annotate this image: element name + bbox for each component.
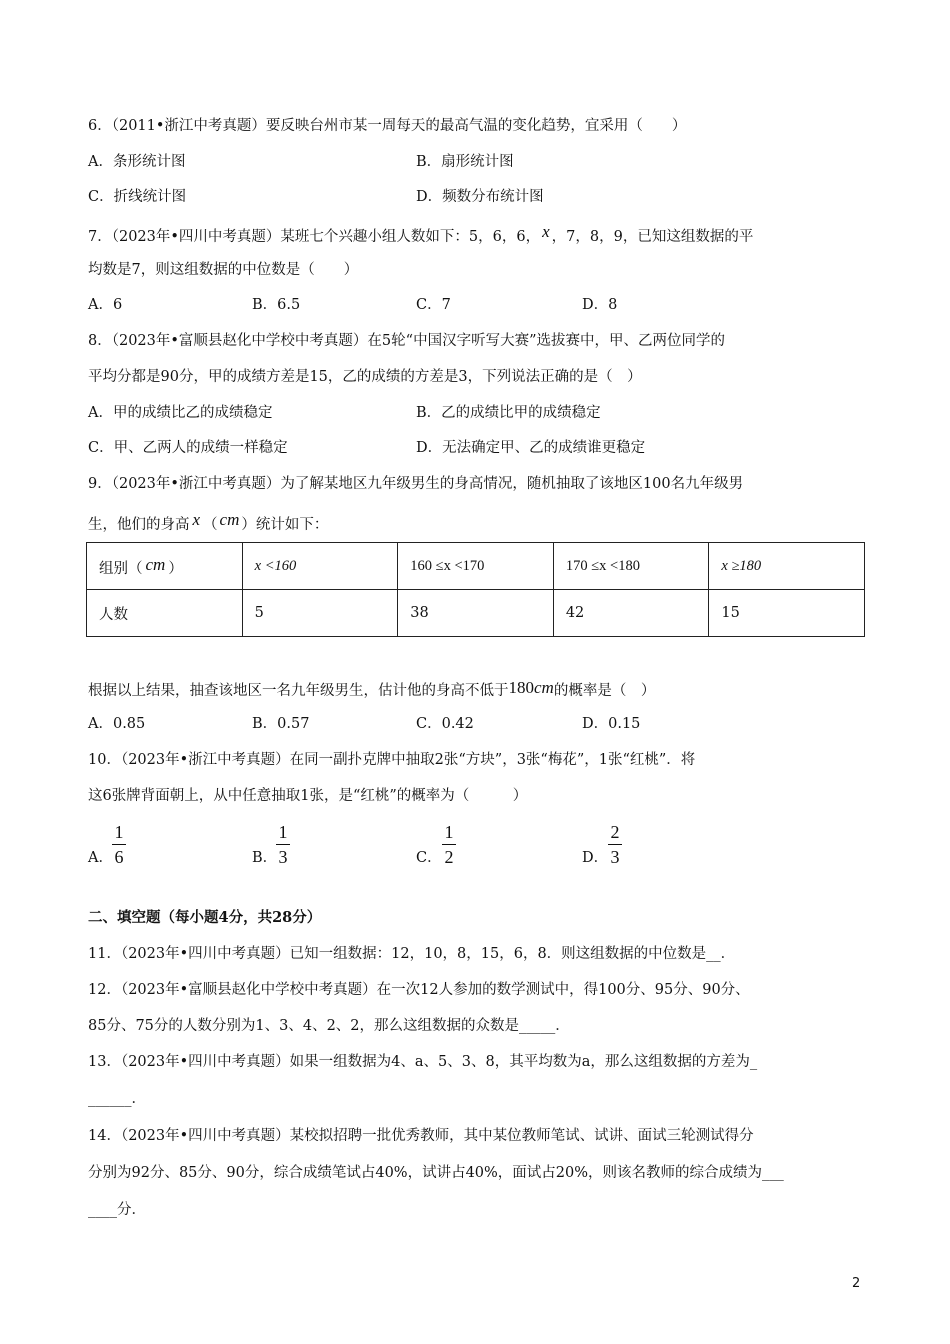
q7-stem-a: 7．（2023年•四川中考真题）某班七个兴趣小组人数如下：5，6，6， bbox=[88, 229, 541, 245]
q7-stem-b: ，7，8，9，已知这组数据的平 bbox=[551, 229, 754, 245]
q14-stem-line2: 分别为92分、85分、90分，综合成绩笔试占40%，试讲占40%，面试占20%，则该名教师的综合成绩为___ bbox=[88, 1165, 784, 1181]
header-label-text: 组别（ bbox=[99, 560, 143, 577]
q7-var-x: x bbox=[542, 222, 550, 241]
q10-option-b: B． bbox=[252, 850, 278, 866]
q9-option-c: C．0.42 bbox=[416, 716, 474, 732]
table-cell: 5 bbox=[242, 590, 398, 637]
table-cell: 15 bbox=[709, 590, 865, 637]
q14-stem-line1: 14．（2023年•四川中考真题）某校拟招聘一批优秀教师，其中某位教师笔试、试讲、面试三轮测试得分 bbox=[88, 1128, 754, 1144]
fraction-numerator: 1 bbox=[278, 822, 288, 842]
q6-option-b: B．扇形统计图 bbox=[416, 154, 514, 170]
q9-stem-line1: 9．（2023年•浙江中考真题）为了解某地区九年级男生的身高情况，随机抽取了该地区100名九年级男 bbox=[88, 476, 744, 492]
q11-stem: 11．（2023年•四川中考真题）已知一组数据：12，10，8，15，6，8．则这组数据的中位数是__． bbox=[88, 946, 736, 962]
q7-option-d: D．8 bbox=[582, 297, 618, 313]
q9-after-unit: cm bbox=[534, 678, 554, 697]
fraction-denominator: 3 bbox=[278, 847, 288, 867]
q9-after-a: 根据以上结果，抽查该地区一名九年级男生，估计他的身高不低于 bbox=[88, 683, 509, 699]
q9-option-d: D．0.15 bbox=[582, 716, 641, 732]
table-col-3: 170 ≤x <180 bbox=[553, 543, 709, 590]
q10-fraction-d bbox=[608, 822, 622, 867]
q7-stem-line1 bbox=[88, 222, 753, 247]
q10-fraction-c bbox=[442, 822, 456, 867]
fraction-bar bbox=[442, 844, 456, 845]
q6-stem: 6．（2011•浙江中考真题）要反映台州市某一周每天的最高气温的变化趋势，宜采用（ ） bbox=[88, 118, 687, 134]
q8-stem-line2: 平均分都是90分，甲的成绩方差是15，乙的成绩的方差是3，下列说法正确的是（ ） bbox=[88, 369, 642, 385]
q8-option-c: C．甲、乙两人的成绩一样稳定 bbox=[88, 440, 288, 456]
table-header-row bbox=[87, 543, 865, 590]
q8-option-d: D．无法确定甲、乙的成绩谁更稳定 bbox=[416, 440, 646, 456]
q7-option-a: A．6 bbox=[88, 297, 123, 313]
q9-var-x: x bbox=[192, 510, 201, 529]
header-unit: cm bbox=[145, 554, 166, 574]
q8-option-a: A．甲的成绩比乙的成绩稳定 bbox=[88, 405, 273, 421]
q10-option-a: A． bbox=[88, 850, 113, 866]
fraction-bar bbox=[112, 844, 126, 845]
q10-fraction-a bbox=[112, 822, 126, 867]
q10-option-c: C． bbox=[416, 850, 442, 866]
q9-after-num: 180 bbox=[508, 678, 534, 697]
q6-option-a: A．条形统计图 bbox=[88, 154, 186, 170]
q9-option-a: A．0.85 bbox=[88, 716, 146, 732]
q9-stem2-a: 生，他们的身高 bbox=[88, 517, 190, 533]
table-row bbox=[87, 590, 865, 637]
q13-stem-line2: ______． bbox=[88, 1091, 146, 1107]
table-row-label: 人数 bbox=[87, 590, 243, 637]
height-table bbox=[86, 542, 865, 637]
q9-stem-line2 bbox=[88, 510, 328, 535]
q9-unit-cm: cm bbox=[219, 510, 240, 529]
fraction-numerator: 1 bbox=[114, 822, 124, 842]
q8-option-b: B．乙的成绩比甲的成绩稳定 bbox=[416, 405, 601, 421]
q10-option-d: D． bbox=[582, 850, 609, 866]
q10-stem-line1: 10．（2023年•浙江中考真题）在同一副扑克牌中抽取2张“方块”，3张“梅花”，1张“红桃”．将 bbox=[88, 752, 696, 768]
q9-stem2-b: （ bbox=[203, 517, 218, 533]
q9-option-b: B．0.57 bbox=[252, 716, 310, 732]
q7-option-b: B．6.5 bbox=[252, 297, 301, 313]
q12-stem-line1: 12．（2023年•富顺县赵化中学校中考真题）在一次12人参加的数学测试中，得100分、95分、90分、 bbox=[88, 982, 750, 998]
q7-stem-line2: 均数是7，则这组数据的中位数是（ ） bbox=[88, 262, 359, 278]
fraction-numerator: 1 bbox=[444, 822, 454, 842]
page-number: 2 bbox=[852, 1276, 861, 1291]
q14-stem-line3: ____分． bbox=[88, 1202, 146, 1218]
q9-stem2-c: ）统计如下： bbox=[241, 517, 329, 533]
q13-stem-line1: 13．（2023年•四川中考真题）如果一组数据为4、a、5、3、8，其平均数为a，那么这组数据的方差为_ bbox=[88, 1054, 758, 1070]
q9-after-b: 的概率是（ ） bbox=[553, 683, 656, 699]
q10-fraction-b bbox=[276, 822, 290, 867]
q7-option-c: C．7 bbox=[416, 297, 451, 313]
fraction-denominator: 2 bbox=[444, 847, 454, 867]
q6-option-d: D．频数分布统计图 bbox=[416, 189, 544, 205]
header-close: ） bbox=[168, 560, 183, 577]
fraction-numerator: 2 bbox=[610, 822, 620, 842]
table-cell: 42 bbox=[553, 590, 709, 637]
section-fill-in-heading: 二、填空题（每小题4分，共28分） bbox=[88, 909, 322, 926]
fraction-bar bbox=[276, 844, 290, 845]
fraction-bar bbox=[608, 844, 622, 845]
table-col-1: x <160 bbox=[242, 543, 398, 590]
q12-stem-line2: 85分、75分的人数分别为1、3、4、2、2，那么这组数据的众数是_____． bbox=[88, 1018, 570, 1034]
table-col-4: x ≥180 bbox=[709, 543, 865, 590]
q6-option-c: C．折线统计图 bbox=[88, 189, 187, 205]
fraction-denominator: 3 bbox=[610, 847, 620, 867]
q9-after-table bbox=[88, 678, 655, 701]
fraction-denominator: 6 bbox=[114, 847, 124, 867]
table-header-label bbox=[87, 543, 243, 590]
table-cell: 38 bbox=[398, 590, 554, 637]
q10-stem-line2: 这6张牌背面朝上，从中任意抽取1张，是“红桃”的概率为（ ） bbox=[88, 788, 528, 804]
q8-stem-line1: 8．（2023年•富顺县赵化中学校中考真题）在5轮“中国汉字听写大赛”选拔赛中，甲、乙两位同学的 bbox=[88, 333, 725, 349]
table-col-2: 160 ≤x <170 bbox=[398, 543, 554, 590]
